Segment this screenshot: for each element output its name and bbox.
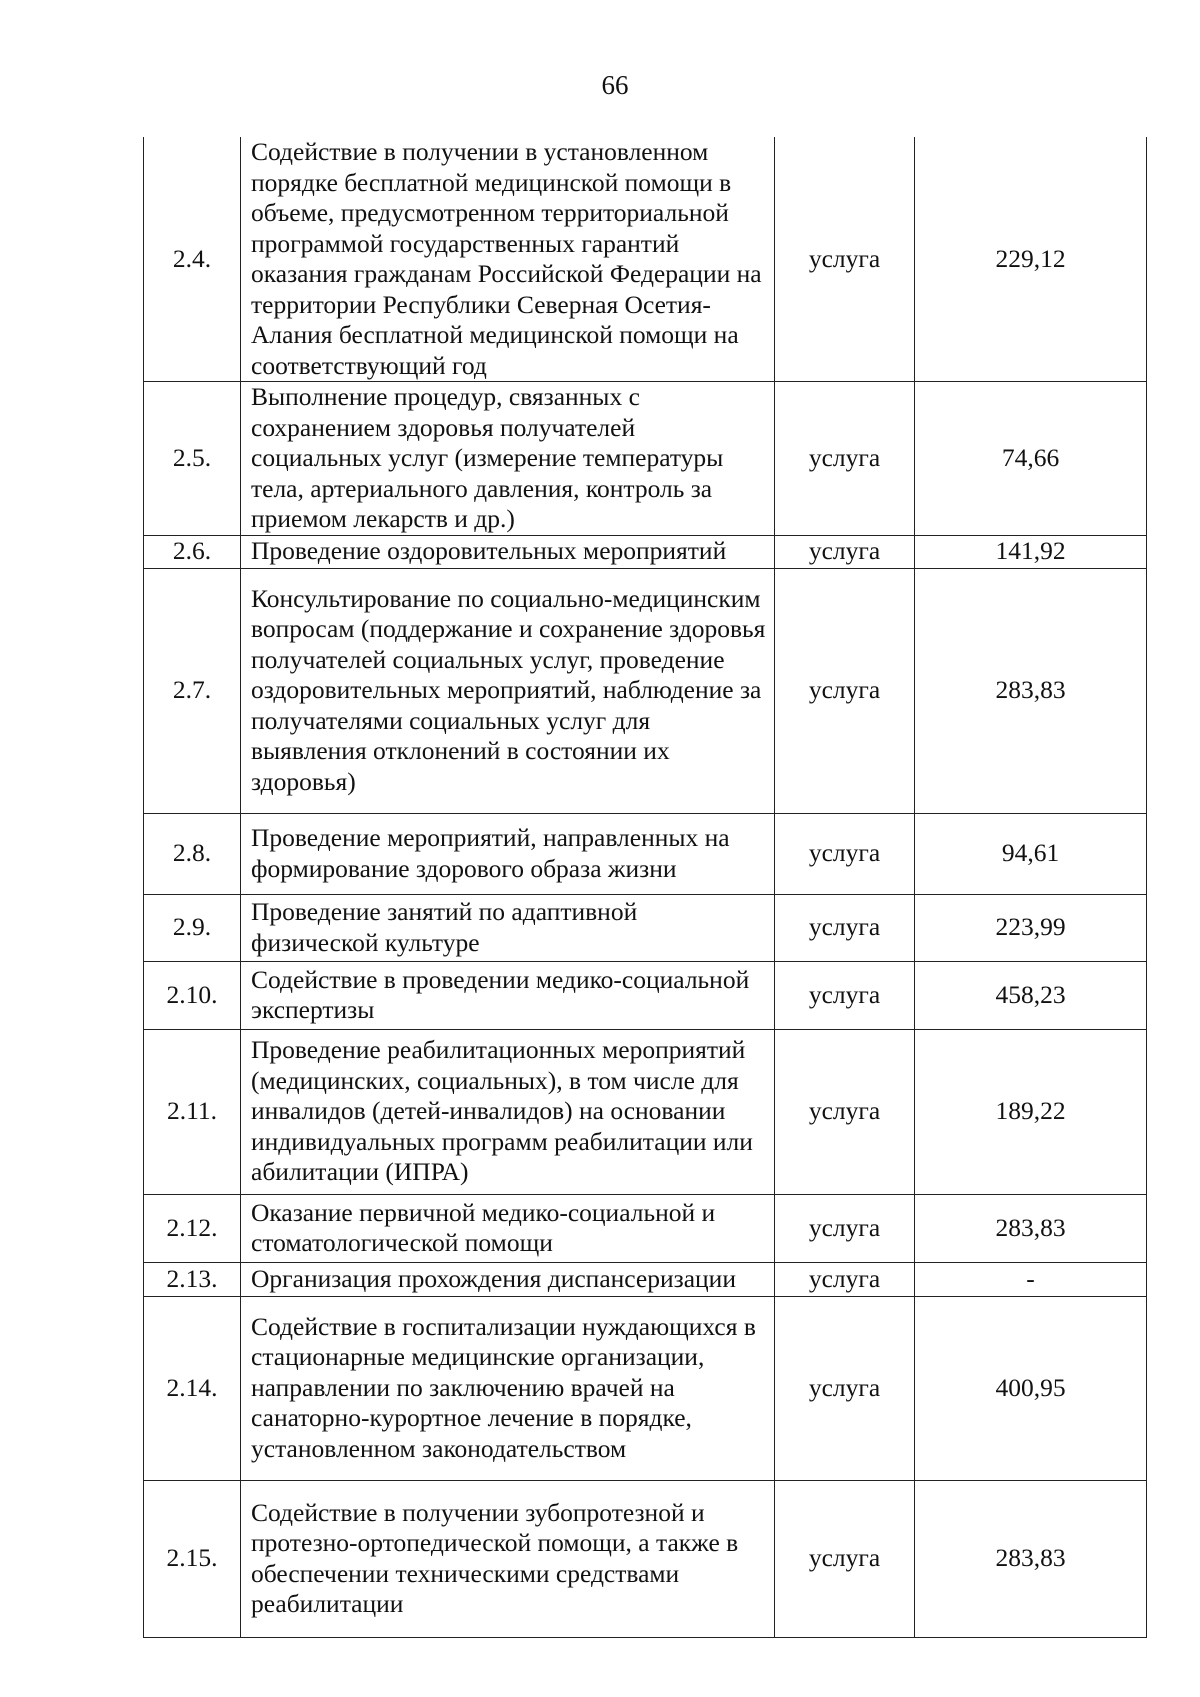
row-number: 2.11. [144,1029,241,1194]
table-row [144,1029,1147,1194]
unit-of-measure: услуга [775,535,915,568]
service-name: Организация прохождения диспансеризации [241,1262,775,1296]
unit-of-measure: услуга [775,1480,915,1637]
service-price: 283,83 [915,1194,1147,1262]
unit-of-measure: услуга [775,382,915,536]
row-number: 2.4. [144,137,241,382]
row-number: 2.12. [144,1194,241,1262]
service-price: 94,61 [915,813,1147,894]
service-price: 400,95 [915,1296,1147,1480]
table-row [144,382,1147,536]
row-number: 2.6. [144,535,241,568]
row-number: 2.7. [144,568,241,813]
page-number: 66 [601,70,629,100]
services-tariff-table [143,137,1147,1638]
service-name: Выполнение процедур, связанных с сохранением здоровья получателей социальных услуг (измерение температуры тела, артериального давления, контроль за приемом лекарств и др.) [241,382,775,536]
service-name: Оказание первичной медико-социальной и стоматологической помощи [241,1194,775,1262]
table-row [144,568,1147,813]
service-price: - [915,1262,1147,1296]
service-price: 141,92 [915,535,1147,568]
row-number: 2.15. [144,1480,241,1637]
unit-of-measure: услуга [775,1194,915,1262]
unit-of-measure: услуга [775,1262,915,1296]
service-price: 283,83 [915,568,1147,813]
service-price: 223,99 [915,894,1147,961]
unit-of-measure: услуга [775,961,915,1029]
service-name: Консультирование по социально-медицинским вопросам (поддержание и сохранение здоровья получателей социальных услуг, проведение оздоровительных мероприятий, наблюдение за получателями социальных услуг для выявления отклонений в состоянии их здоровья) [241,568,775,813]
row-number: 2.13. [144,1262,241,1296]
table-row [144,137,1147,382]
unit-of-measure: услуга [775,137,915,382]
service-price: 229,12 [915,137,1147,382]
service-name: Содействие в получении в установленном порядке бесплатной медицинской помощи в объеме, предусмотренном территориальной программой государственных гарантий оказания гражданам Российской Федерации на территории Республики Северная Осетия-Алания бесплатной медицинской помощи на соответствующий год [241,137,775,382]
service-price: 189,22 [915,1029,1147,1194]
service-price: 74,66 [915,382,1147,536]
service-name: Проведение мероприятий, направленных на формирование здорового образа жизни [241,813,775,894]
unit-of-measure: услуга [775,894,915,961]
unit-of-measure: услуга [775,1296,915,1480]
unit-of-measure: услуга [775,1029,915,1194]
table-row [144,813,1147,894]
unit-of-measure: услуга [775,568,915,813]
service-name: Содействие в получении зубопротезной и протезно-ортопедической помощи, а также в обеспечении техническими средствами реабилитации [241,1480,775,1637]
table-row [144,535,1147,568]
service-name: Содействие в госпитализации нуждающихся в стационарные медицинские организации, направлении по заключению врачей на санаторно-курортное лечение в порядке, установленном законодательством [241,1296,775,1480]
service-price: 283,83 [915,1480,1147,1637]
service-name: Содействие в проведении медико-социальной экспертизы [241,961,775,1029]
service-name: Проведение оздоровительных мероприятий [241,535,775,568]
row-number: 2.5. [144,382,241,536]
row-number: 2.14. [144,1296,241,1480]
service-name: Проведение занятий по адаптивной физической культуре [241,894,775,961]
row-number: 2.10. [144,961,241,1029]
row-number: 2.9. [144,894,241,961]
table-row [144,1194,1147,1262]
table-row [144,894,1147,961]
table-row [144,961,1147,1029]
table-row [144,1262,1147,1296]
table-row [144,1296,1147,1480]
service-price: 458,23 [915,961,1147,1029]
unit-of-measure: услуга [775,813,915,894]
table-row [144,1480,1147,1637]
row-number: 2.8. [144,813,241,894]
service-name: Проведение реабилитационных мероприятий (медицинских, социальных), в том числе для инвалидов (детей-инвалидов) на основании индивидуальных программ реабилитации или абилитации (ИПРА) [241,1029,775,1194]
